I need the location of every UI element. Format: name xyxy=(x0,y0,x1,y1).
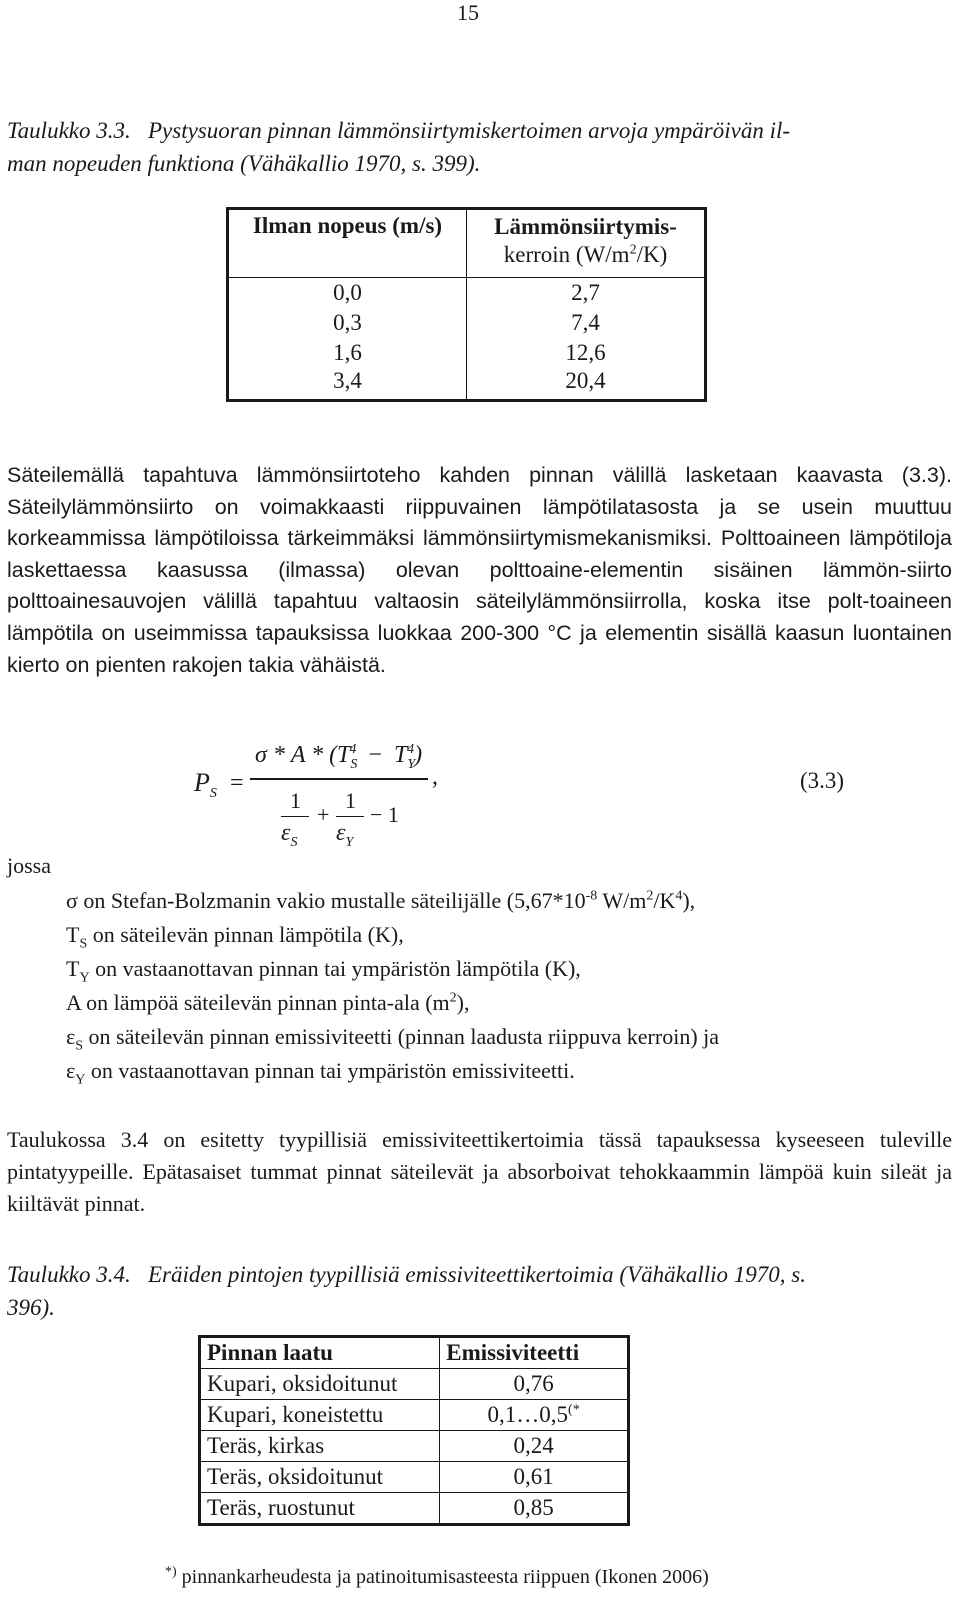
formula-3-3 xyxy=(180,738,940,858)
cell-surface: Kupari, koneistettu xyxy=(200,1400,440,1431)
def-ts: $T_S$ on säteilevän pinnan lämpötila (K), xyxy=(66,922,404,952)
table-row xyxy=(228,308,706,338)
cell-value: 0,24 xyxy=(440,1431,629,1462)
table-row xyxy=(200,1369,629,1400)
footnote-text: pinnankarheudesta ja patinoitumisasteesta riippuen (Ikonen 2006) xyxy=(176,1566,709,1588)
table-3-4-caption xyxy=(7,1258,947,1324)
cell-coef: 12,6 xyxy=(565,339,606,365)
def-eps-y: $\varepsilon_Y$ on vastaanottavan pinnan tai ympäristön emissiviteetti. xyxy=(66,1058,575,1088)
table-row xyxy=(228,368,706,401)
caption-label: Taulukko 3.4. xyxy=(7,1262,131,1287)
denom-bar-y xyxy=(336,816,364,817)
formula-lhs: $P_S$ xyxy=(194,768,217,802)
heat-transfer-table xyxy=(226,207,707,402)
cell-value: 0,76 xyxy=(440,1369,629,1400)
cell-coef: 20,4 xyxy=(565,367,606,393)
formula-equals: = xyxy=(230,770,244,796)
def-area: A on lämpöä säteilevän pinnan pinta-ala $(m^2)$, xyxy=(66,990,470,1015)
denom-minus-one: − 1 xyxy=(370,802,399,827)
cell-coef: 7,4 xyxy=(571,309,600,335)
cell-speed: 3,4 xyxy=(228,368,467,401)
table-row xyxy=(200,1462,629,1493)
cell-speed: 1,6 xyxy=(228,338,467,368)
formula-numerator: $\sigma * A * (T_S^4 - T_Y^4)$ xyxy=(255,742,423,772)
cell-value: 0,61 xyxy=(440,1462,629,1493)
cell-coef: 2,7 xyxy=(571,279,600,305)
formula-number: (3.3) xyxy=(800,768,845,793)
cell-speed: 0,0 xyxy=(228,278,467,308)
table-row xyxy=(228,278,706,308)
table-3-3-caption xyxy=(7,114,947,180)
denom-eps-s: $\varepsilon_S$ xyxy=(281,820,298,850)
definitions-list xyxy=(66,884,719,1088)
table-row xyxy=(200,1431,629,1462)
def-sigma: σ on Stefan-Bolzmanin vakio mustalle säteilijälle ($5,67*10^{-8}$ $W/m^2/K^4$), xyxy=(66,888,696,913)
denom-one-y: 1 xyxy=(345,788,356,813)
def-ty: $T_Y$ on vastaanottavan pinnan tai ympäristön lämpötila (K), xyxy=(66,956,581,986)
def-eps-s: $\varepsilon_S$ on säteilevän pinnan emissiviteetti (pinnan laadusta riippuva kerroin) ja xyxy=(66,1024,720,1054)
body-paragraph-radiation: Säteilemällä tapahtuva lämmönsiirtoteho kahden pinnan välillä lasketaan kaavasta (3.3). Säteilylämmönsiirto on voimakkaasti riippuvainen lämpötilatasosta ja se usein muuttuu korkeammissa lämpötiloissa tärkeimmäksi lämmönsiirtymismekanismiksi. Polttoaineen lämpötiloja laskettaessa kaasussa (ilmassa) olevan polttoaine-elementin sisäinen lämmön-siirto polttoainesauvojen välillä tapahtuu valtaosin säteilylämmönsiirrolla, koska itse polt-toaineen lämpötila on useimmissa tapauksissa luokkaa 200-300 °C ja elementin sisällä kaasun luontainen kierto on pienten rakojen takia vähäistä. xyxy=(7,463,952,677)
cell-value: 0,85 xyxy=(440,1493,629,1525)
col-header-surface: Pinnan laatu xyxy=(200,1337,440,1369)
table-row xyxy=(200,1400,629,1431)
caption-text-line1: Eräiden pintojen tyypillisiä emissiviteettikertoimia (Vähäkallio 1970, s. xyxy=(148,1262,806,1287)
caption-text-line2: 396). xyxy=(7,1295,55,1320)
denom-eps-y: $\varepsilon_Y$ xyxy=(336,820,354,850)
denom-bar-s xyxy=(281,816,309,817)
col-header-air-speed: Ilman nopeus (m/s) xyxy=(228,209,467,278)
col-header-coefficient-line2: kerroin $(W/m^2/K)$ xyxy=(503,241,668,267)
caption-text-line1: Pystysuoran pinnan lämmönsiirtymiskertoimen arvoja ympäröivän il- xyxy=(148,118,791,143)
emissivity-table xyxy=(198,1335,630,1526)
denom-one-s: 1 xyxy=(290,788,301,813)
footnote-ref: (* xyxy=(568,1402,580,1418)
fraction-bar xyxy=(250,778,428,780)
body-paragraph-emissivity: Taulukossa 3.4 on esitetty tyypillisiä emissiviteettikertoimia tässä tapauksessa kyseeseen tuleville pintatyypeille. Epätasaiset tummat pinnat säteilevät ja absorboivat tehokkaammin lämpöä kuin sileät ja kiiltävät pinnat. xyxy=(7,1127,952,1216)
cell-surface: Teräs, ruostunut xyxy=(200,1493,440,1525)
col-header-coefficient-line1: Lämmönsiirtymis- xyxy=(494,214,677,240)
page-number: 15 xyxy=(457,0,479,25)
cell-surface: Teräs, kirkas xyxy=(200,1431,440,1462)
table-row xyxy=(228,338,706,368)
caption-label: Taulukko 3.3. xyxy=(7,118,131,143)
footnote-mark: *) xyxy=(165,1564,177,1580)
table-row xyxy=(200,1493,629,1525)
formula-comma: , xyxy=(432,764,438,790)
cell-surface: Teräs, oksidoitunut xyxy=(200,1462,440,1493)
cell-value: 0,1…0,5(* xyxy=(440,1400,629,1431)
cell-surface: Kupari, oksidoitunut xyxy=(200,1369,440,1400)
col-header-emissivity: Emissiviteetti xyxy=(440,1337,629,1369)
caption-text-line2: man nopeuden funktiona (Vähäkallio 1970, s. 399). xyxy=(7,151,481,176)
cell-speed: 0,3 xyxy=(228,308,467,338)
denom-plus: + xyxy=(317,802,330,827)
jossa-label: jossa xyxy=(7,853,51,878)
table-footnote xyxy=(165,1566,709,1589)
